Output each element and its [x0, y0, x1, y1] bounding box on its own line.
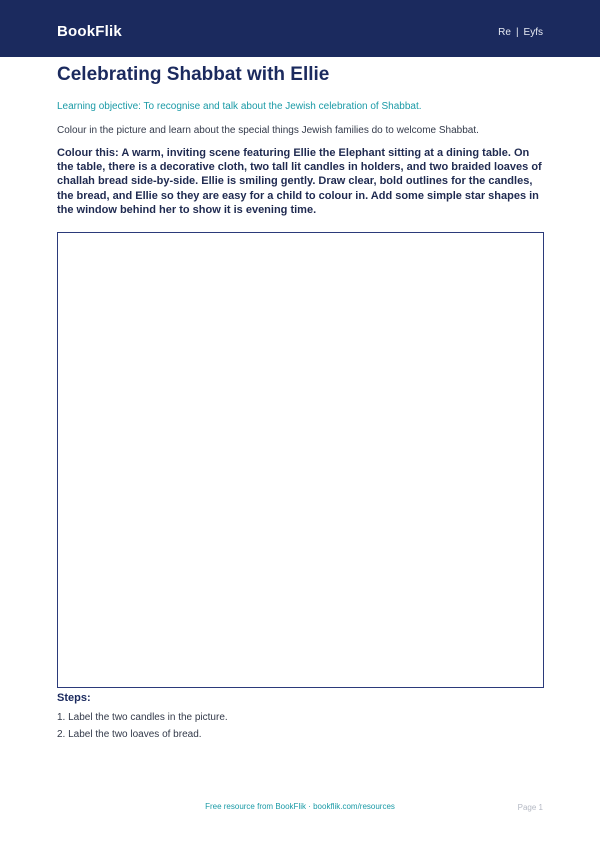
- header-tags: [498, 27, 543, 38]
- tag-separator: |: [515, 27, 519, 38]
- site-header: [0, 0, 600, 57]
- step-item: 2. Label the two loaves of bread.: [57, 729, 202, 740]
- learning-objective: Learning objective: To recognise and talk about the Jewish celebration of Shabbat.: [57, 101, 422, 112]
- steps-heading: Steps:: [57, 692, 91, 704]
- step-item: 1. Label the two candles in the picture.: [57, 712, 228, 723]
- colouring-area[interactable]: [57, 232, 544, 688]
- intro-text: Colour in the picture and learn about the special things Jewish families do to welcome Shabbat.: [57, 125, 479, 136]
- page-title: Celebrating Shabbat with Ellie: [57, 64, 330, 85]
- footer-credit[interactable]: Free resource from BookFlik · bookflik.com/resources: [205, 802, 395, 811]
- brand-logo[interactable]: BookFlik: [57, 23, 122, 40]
- steps-list: [57, 711, 228, 745]
- page-number: Page 1: [517, 803, 543, 812]
- subject-tag: Re: [498, 27, 511, 38]
- level-tag: Eyfs: [523, 27, 543, 38]
- colouring-prompt: Colour this: A warm, inviting scene featuring Ellie the Elephant sitting at a dining table. On the table, there is a decorative cloth, two tall lit candles in holders, and two braided loaves of challah bread side-by-side. Ellie is smiling gently. Draw clear, bold outlines for the candles, the bread, and Ellie so they are easy for a child to colour in. Add some simple star shapes in the window behind her to show it is evening time.: [57, 147, 542, 216]
